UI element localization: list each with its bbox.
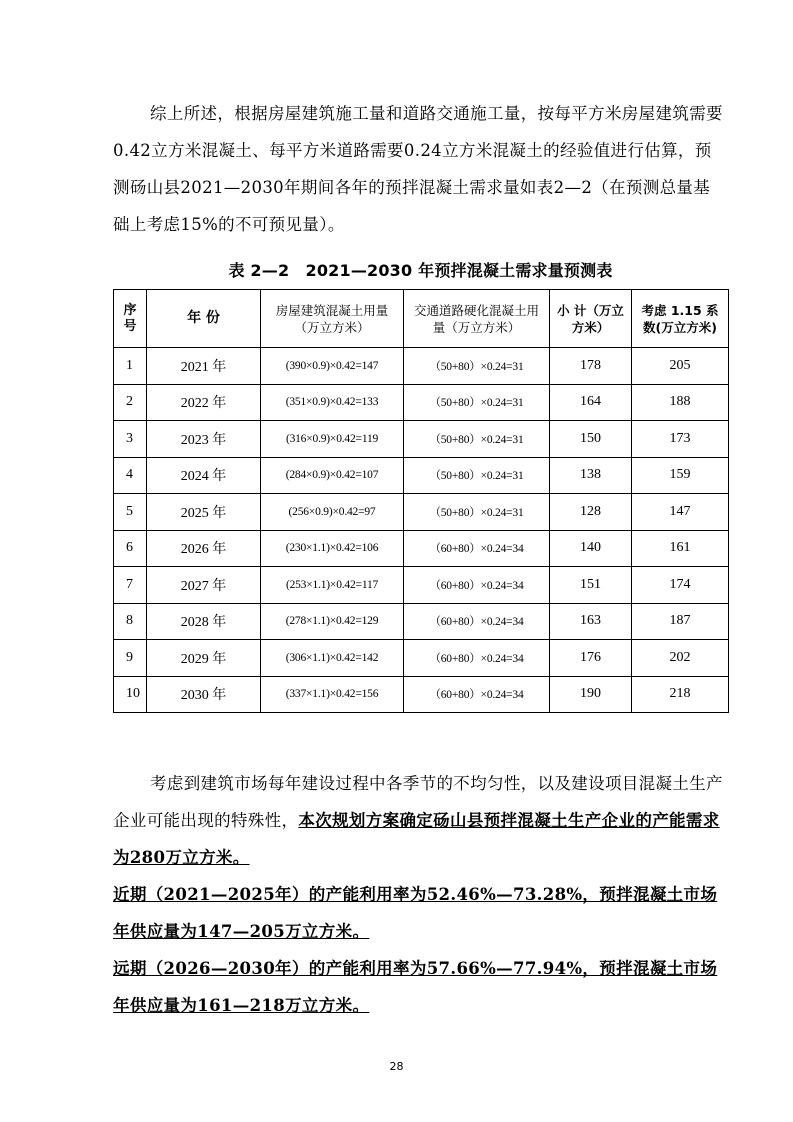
intro-paragraph: 综上所述，根据房屋建筑施工量和道路交通施工量，按每平方米房屋建筑需要0.42立方米混凝土、每平方米道路需要0.24立方米混凝土的经验值进行估算，预测砀山县2021—2030年期间各年的预拌混凝土需求量如表2—2（在预测总量基础上考虑15%的不可预见量）。 xyxy=(113,104,723,234)
table-row xyxy=(114,603,729,640)
row-road-formula: （50+80）×0.24=31 xyxy=(404,494,550,531)
row-road-formula: （50+80）×0.24=31 xyxy=(404,348,550,385)
row-road-formula: （50+80）×0.24=31 xyxy=(404,457,550,494)
row-subtotal: 164 xyxy=(550,384,632,421)
row-year: 2028 年 xyxy=(147,603,261,640)
header-building-concrete: 房屋建筑混凝土用量（万立方米） xyxy=(261,290,404,348)
row-building-formula: (306×1.1)×0.42=142 xyxy=(261,640,404,677)
row-year: 2022 年 xyxy=(147,384,261,421)
header-subtotal: 小 计（万立方米） xyxy=(550,290,632,348)
row-road-formula: （50+80）×0.24=31 xyxy=(404,421,550,458)
table-caption: 表 2—2 2021—2030 年预拌混凝土需求量预测表 xyxy=(228,261,613,280)
row-building-formula: (351×0.9)×0.42=133 xyxy=(261,384,404,421)
header-with-factor: 考虑 1.15 系数(万立方米) xyxy=(632,290,729,348)
row-building-formula: (284×0.9)×0.42=107 xyxy=(261,457,404,494)
row-year: 2024 年 xyxy=(147,457,261,494)
row-building-formula: (316×0.9)×0.42=119 xyxy=(261,421,404,458)
table-row xyxy=(114,457,729,494)
conclusion-emphasis: 本次规划方案确定砀山县预拌混凝土生产企业的产能需求为280万立方米。 xyxy=(113,811,720,867)
conclusion-paragraph xyxy=(113,765,725,1024)
row-index: 6 xyxy=(114,530,147,567)
row-building-formula: (256×0.9)×0.42=97 xyxy=(261,494,404,531)
row-with-factor: 161 xyxy=(632,530,729,567)
table-row xyxy=(114,494,729,531)
row-year: 2027 年 xyxy=(147,567,261,604)
row-index: 4 xyxy=(114,457,147,494)
header-index: 序号 xyxy=(114,290,147,348)
row-building-formula: (337×1.1)×0.42=156 xyxy=(261,676,404,713)
row-building-formula: (278×1.1)×0.42=129 xyxy=(261,603,404,640)
row-building-formula: (390×0.9)×0.42=147 xyxy=(261,348,404,385)
row-road-formula: （60+80）×0.24=34 xyxy=(404,567,550,604)
row-index: 3 xyxy=(114,421,147,458)
row-year: 2025 年 xyxy=(147,494,261,531)
row-road-formula: （50+80）×0.24=31 xyxy=(404,384,550,421)
row-year: 2030 年 xyxy=(147,676,261,713)
table-row xyxy=(114,676,729,713)
row-year: 2023 年 xyxy=(147,421,261,458)
table-row xyxy=(114,530,729,567)
row-road-formula: （60+80）×0.24=34 xyxy=(404,640,550,677)
conclusion-text: 考虑到建筑市场每年建设过程中各季节的不均匀性，以及建设项目混凝土生产企业可能出现的特殊性， xyxy=(113,774,723,830)
row-year: 2021 年 xyxy=(147,348,261,385)
row-building-formula: (253×1.1)×0.42=117 xyxy=(261,567,404,604)
row-with-factor: 174 xyxy=(632,567,729,604)
row-subtotal: 151 xyxy=(550,567,632,604)
row-with-factor: 147 xyxy=(632,494,729,531)
row-index: 10 xyxy=(114,676,147,713)
row-subtotal: 128 xyxy=(550,494,632,531)
row-with-factor: 202 xyxy=(632,640,729,677)
table-row xyxy=(114,640,729,677)
row-subtotal: 163 xyxy=(550,603,632,640)
table-row xyxy=(114,384,729,421)
row-with-factor: 173 xyxy=(632,421,729,458)
row-building-formula: (230×1.1)×0.42=106 xyxy=(261,530,404,567)
near-term-statement: 近期（2021—2025年）的产能利用率为52.46%—73.28%，预拌混凝土市场年供应量为147—205万立方米。 xyxy=(113,885,718,941)
row-road-formula: （60+80）×0.24=34 xyxy=(404,676,550,713)
row-year: 2029 年 xyxy=(147,640,261,677)
header-year: 年 份 xyxy=(147,290,261,348)
row-subtotal: 140 xyxy=(550,530,632,567)
row-index: 1 xyxy=(114,348,147,385)
row-with-factor: 187 xyxy=(632,603,729,640)
row-with-factor: 218 xyxy=(632,676,729,713)
row-road-formula: （60+80）×0.24=34 xyxy=(404,530,550,567)
table-row xyxy=(114,421,729,458)
row-subtotal: 178 xyxy=(550,348,632,385)
row-index: 7 xyxy=(114,567,147,604)
row-year: 2026 年 xyxy=(147,530,261,567)
row-index: 8 xyxy=(114,603,147,640)
header-road-concrete: 交通道路硬化混凝土用量（万立方米） xyxy=(404,290,550,348)
row-index: 9 xyxy=(114,640,147,677)
row-subtotal: 138 xyxy=(550,457,632,494)
row-with-factor: 205 xyxy=(632,348,729,385)
long-term-statement: 远期（2026—2030年）的产能利用率为57.66%—77.94%，预拌混凝土市场年供应量为161—218万立方米。 xyxy=(113,959,718,1015)
row-subtotal: 150 xyxy=(550,421,632,458)
row-with-factor: 188 xyxy=(632,384,729,421)
table-row xyxy=(114,567,729,604)
row-subtotal: 190 xyxy=(550,676,632,713)
row-road-formula: （60+80）×0.24=34 xyxy=(404,603,550,640)
row-index: 5 xyxy=(114,494,147,531)
forecast-table xyxy=(113,289,729,713)
row-subtotal: 176 xyxy=(550,640,632,677)
table-header-row xyxy=(114,290,729,348)
table-row xyxy=(114,348,729,385)
row-with-factor: 159 xyxy=(632,457,729,494)
row-index: 2 xyxy=(114,384,147,421)
page-number: 28 xyxy=(389,1060,404,1073)
